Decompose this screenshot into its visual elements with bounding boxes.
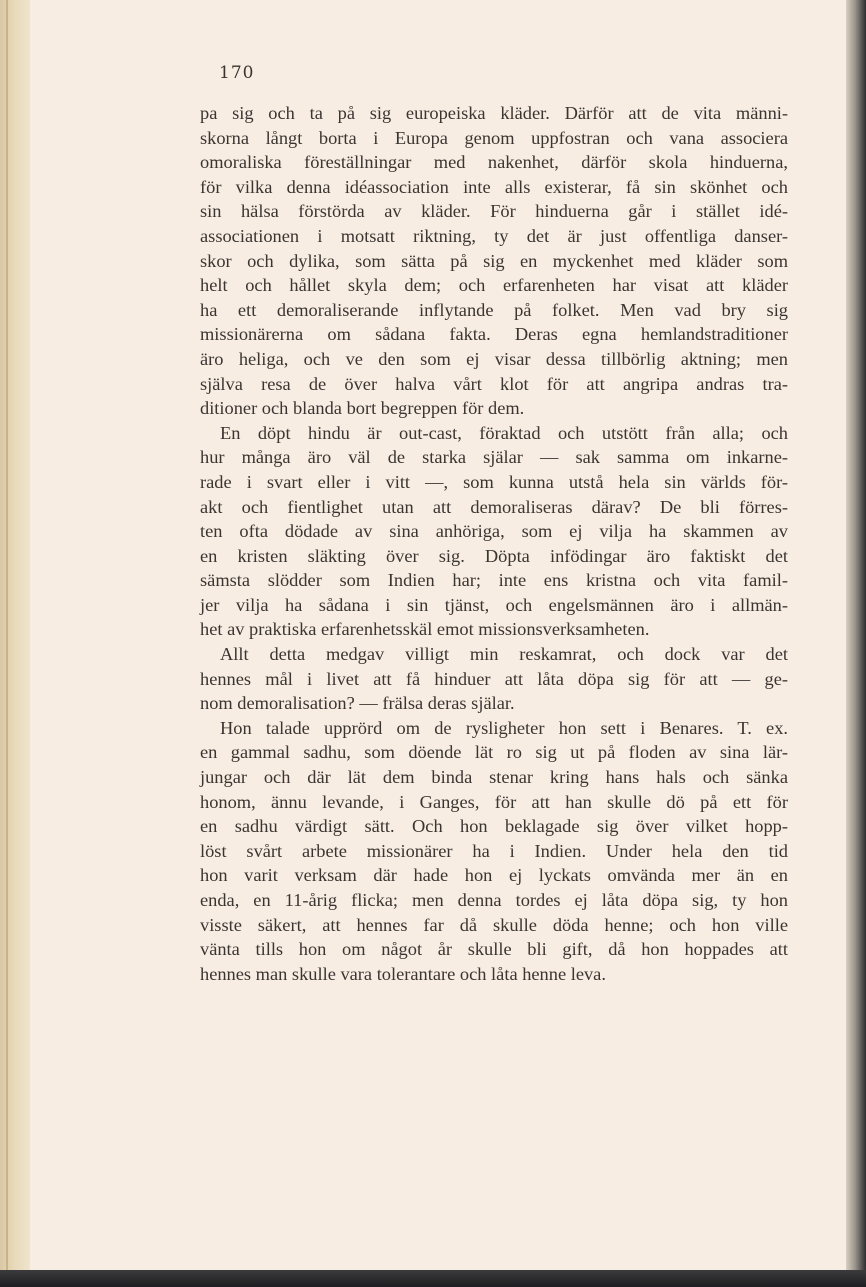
text-line: het av praktiska erfarenhetsskäl emot missionsverksamheten. [200,619,650,640]
left-page-edge [0,0,30,1287]
text-line: hennes mål i livet att få hinduer att låta döpa sig för att — ge- [200,668,788,689]
text-line: löst svårt arbete missionärer ha i Indien. Under hela den tid [200,840,788,861]
body-text [200,101,788,986]
text-line: för vilka denna idéassociation inte alls existerar, få sin skönhet och [200,176,788,197]
text-line: akt och fientlighet utan att demoraliseras därav? De bli förres- [200,496,788,517]
bottom-scanner-edge [0,1270,866,1287]
text-line: En döpt hindu är out-cast, föraktad och utstött från alla; och [220,422,788,443]
text-line: ten ofta dödade av sina anhöriga, som ej vilja ha skammen av [200,521,788,542]
left-edge-shadow [6,0,8,1287]
text-line: visste säkert, att hennes far då skulle döda henne; och hon ville [200,914,788,935]
text-line: sämsta slödder som Indien har; inte ens kristna och vita famil- [200,570,788,591]
text-line: jungar och där lät dem binda stenar kring hans hals och sänka [200,767,788,788]
text-line: associationen i motsatt riktning, ty det är just offentliga danser- [200,225,788,246]
text-line: hennes man skulle vara tolerantare och låta henne leva. [200,963,606,984]
text-line: enda, en 11-årig flicka; men denna tordes ej låta döpa sig, ty hon [200,890,788,910]
text-line: äro heliga, och ve den som ej visar dessa tillbörlig aktning; men [200,348,788,369]
text-line: Allt detta medgav villigt min reskamrat, och dock var det [220,644,788,665]
text-line: pa sig och ta på sig europeiska kläder. Därför att de vita männi- [200,103,788,123]
text-line: hur många äro väl de starka själar — sak samma om inkarne- [200,447,788,468]
text-line: nom demoralisation? — frälsa deras själar. [200,693,515,714]
text-line: vänta tills hon om något år skulle bli gift, då hon hoppades att [200,939,788,960]
text-line: ditioner och blanda bort begreppen för dem. [200,398,525,419]
text-line: själva resa de över halva vårt klot för att angripa andras tra- [200,373,788,394]
text-line: missionärerna om sådana fakta. Deras egna hemlandstraditioner [200,324,788,345]
text-line: Hon talade upprörd om de rysligheter hon sett i Benares. T. ex. [220,717,788,738]
right-binding-shadow [846,0,866,1287]
text-line: sin hälsa förstörda av kläder. För hinduerna går i stället idé- [200,201,788,222]
text-line: jer vilja ha sådana i sin tjänst, och engelsmännen äro i allmän- [200,594,788,615]
page-number: 170 [219,63,255,83]
text-line: omoraliska föreställningar med nakenhet, därför skola hinduerna, [200,152,788,173]
text-line: rade i svart eller i vitt —, som kunna utstå hela sin världs för- [200,471,788,492]
text-line: honom, ännu levande, i Ganges, för att han skulle dö på ett för [200,791,788,812]
text-line: en gammal sadhu, som döende lät ro sig ut på floden av sina lär- [200,742,788,763]
text-line: ha ett demoraliserande inflytande på folket. Men vad bry sig [200,299,788,320]
text-line: en sadhu värdigt sätt. Och hon beklagade sig över vilket hopp- [200,816,788,837]
text-line: helt och hållet skyla dem; och erfarenheten har visat att kläder [200,275,788,296]
text-line: skorna långt borta i Europa genom uppfostran och vana associera [200,127,788,148]
text-line: hon varit verksam där hade hon ej lyckats omvända mer än en [200,865,788,886]
text-line: skor och dylika, som sätta på sig en myckenhet med kläder som [200,250,788,271]
text-line: en kristen släkting över sig. Döpta infödingar äro faktiskt det [200,545,788,566]
